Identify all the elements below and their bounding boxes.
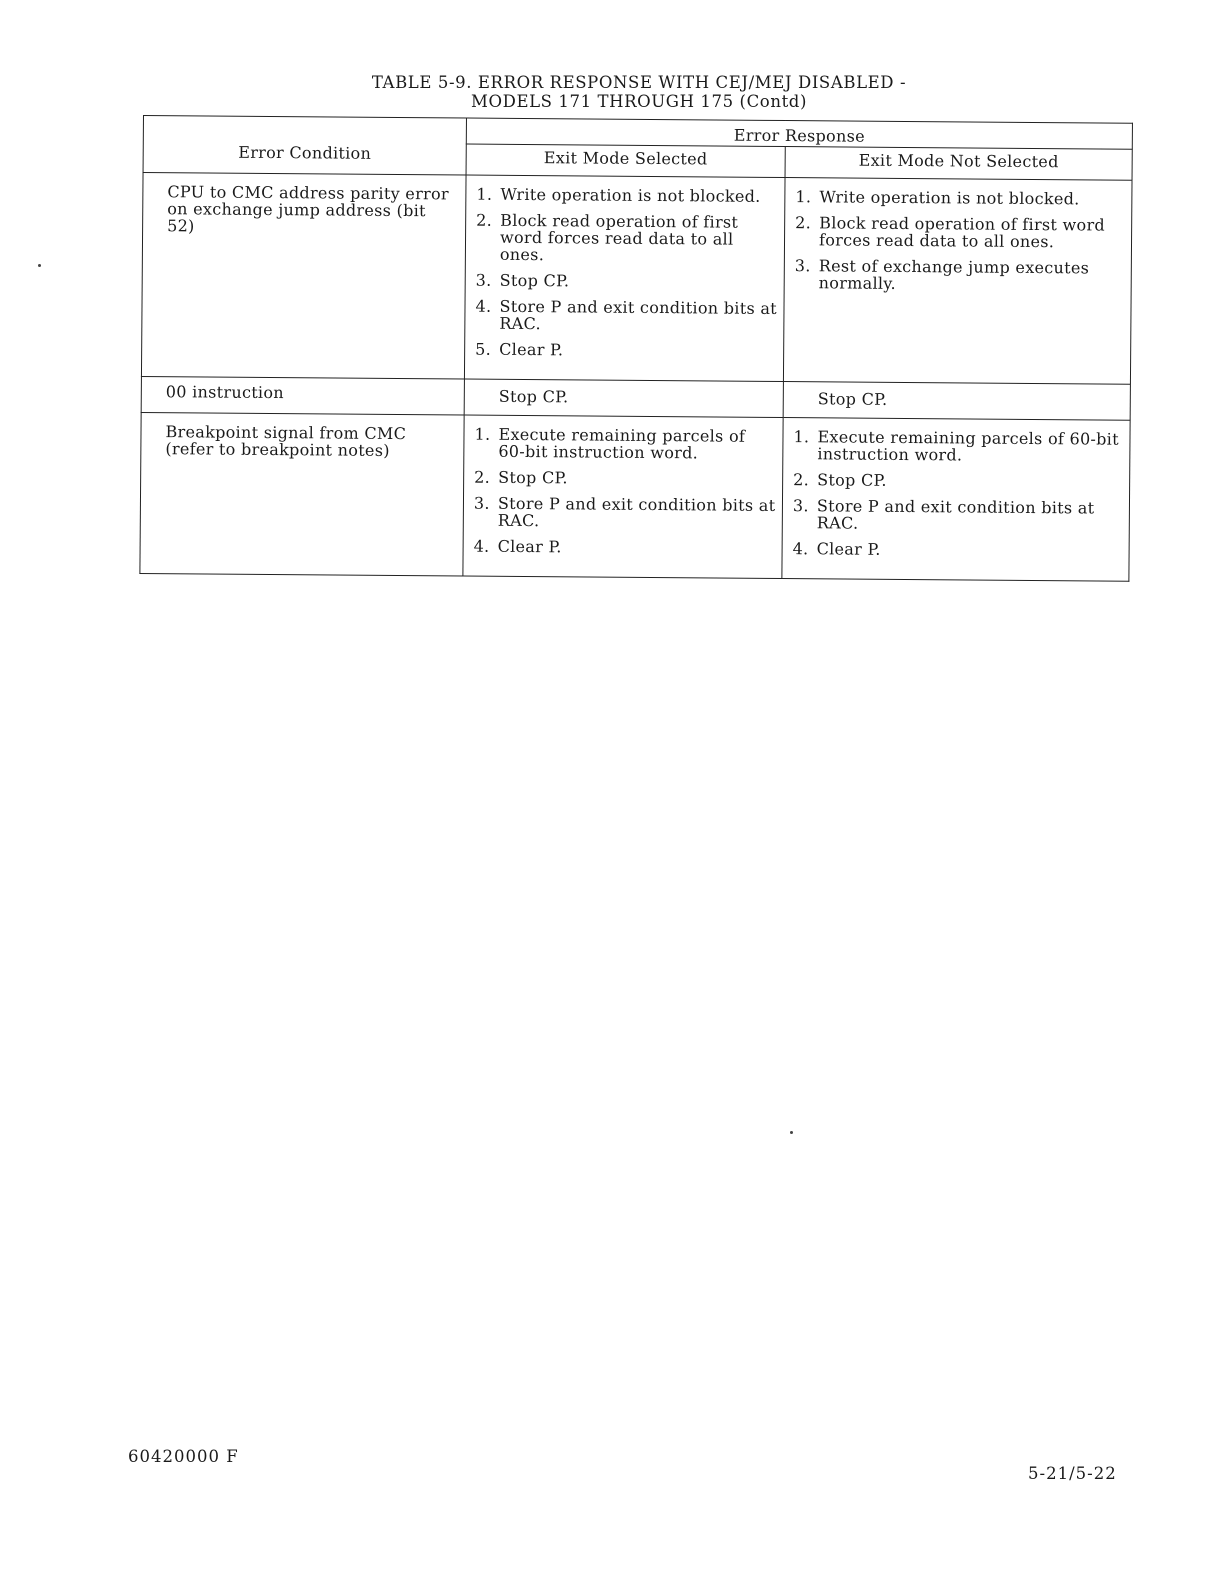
list-item: 3. Store P and exit condition bits at RAC. — [792, 496, 1095, 533]
list-item: 4. Store P and exit condition bits at RAC. — [475, 296, 778, 334]
table-row — [141, 173, 1132, 385]
list-item: 2. Block read operation of first word forces read data to all ones. — [795, 213, 1106, 252]
list-item: 3. Store P and exit condition bits at RAC. — [473, 493, 776, 531]
list-item: 5. Clear P. — [475, 339, 564, 360]
table-row — [140, 412, 1130, 581]
list-item: 1. Write operation is not blocked. — [795, 187, 1080, 209]
row-exit-selected — [463, 415, 783, 579]
table-caption — [0, 73, 1218, 111]
row-exit-not-selected — [782, 418, 1130, 582]
row-exit-selected — [464, 175, 785, 381]
list-item: 4. Clear P. — [473, 536, 562, 557]
scan-speck — [38, 264, 41, 267]
list-item: 2. Stop CP. — [474, 467, 568, 488]
row-exit-not-selected — [783, 178, 1132, 385]
header-exit-mode-selected: Exit Mode Selected — [466, 144, 785, 177]
list-item: 3. Rest of exchange jump executes normally. — [794, 256, 1090, 293]
row-condition: Breakpoint signal from CMC (refer to breakpoint notes) — [140, 412, 464, 576]
header-error-response: Error Response — [466, 118, 1132, 150]
row-exit-not-selected: Stop CP. — [783, 382, 1130, 421]
row-condition: CPU to CMC address parity error on exchange jump address (bit 52) — [141, 173, 466, 380]
header-exit-mode-not-selected: Exit Mode Not Selected — [785, 147, 1132, 180]
row-condition: 00 instruction — [141, 376, 464, 415]
document-number: 60420000 F — [128, 1447, 239, 1466]
scan-speck — [790, 1131, 793, 1134]
list-item: 1. Write operation is not blocked. — [476, 184, 761, 206]
error-response-table — [139, 115, 1133, 582]
row-exit-selected: Stop CP. — [464, 379, 783, 418]
list-item: 1. Execute remaining parcels of 60-bit instruction word. — [474, 424, 746, 463]
list-item: 3. Stop CP. — [475, 270, 570, 291]
list-item: 2. Stop CP. — [793, 470, 887, 490]
list-item: 1. Execute remaining parcels of 60-bit instruction word. — [793, 427, 1119, 465]
header-error-condition: Error Condition — [143, 116, 466, 176]
caption-line-2: MODELS 171 THROUGH 175 (Contd) — [471, 92, 807, 111]
list-item: 2. Block read operation of first word forces read data to all ones. — [476, 210, 739, 265]
list-item: 4. Clear P. — [792, 539, 881, 559]
page-number: 5-21/5-22 — [1028, 1464, 1117, 1483]
caption-line-1: TABLE 5-9. ERROR RESPONSE WITH CEJ/MEJ DISABLED - — [371, 73, 907, 92]
